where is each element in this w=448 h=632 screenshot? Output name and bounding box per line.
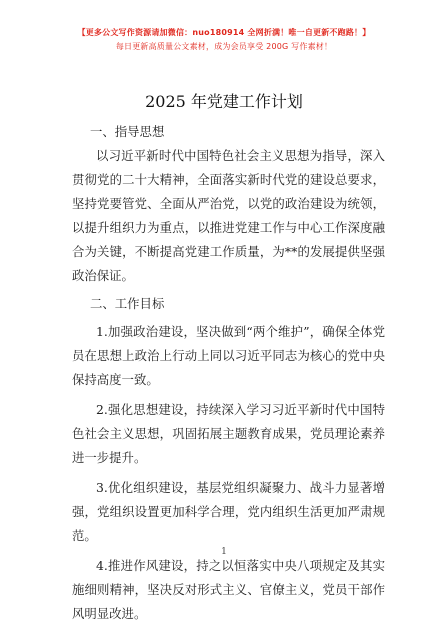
goal-paragraph-3: 3.优化组织建设，基层党组织凝聚力、战斗力显著增强，党组织设置更加科学合理，党内组织生活更加严肃规范。 [72, 480, 385, 543]
goal-paragraph-1: 1.加强政治建设，坚决做到“两个维护”，确保全体党员在思想上政治上行动上同以习近平同志为核心的党中央保持高度一致。 [72, 324, 385, 387]
guiding-ideology-paragraph: 以习近平新时代中国特色社会主义思想为指导，深入贯彻党的二十大精神，全面落实新时代党的建设总要求，坚持党要管党、全面从严治党，以党的政治建设为统领，以提升组织力为重点，以推进党建工作与中心工作深度融合为关键，不断提高党建工作质量，为**的发展提供坚强政治保证。 [72, 148, 385, 283]
goal-paragraph-4: 4.推进作风建设，持之以恒落实中央八项规定及其实施细则精神，坚决反对形式主义、官僚主义，党员干部作风明显改进。 [72, 558, 385, 621]
document-title: 2025 年党建工作计划 [145, 92, 303, 111]
section-heading-work-goals: 二、工作目标 [90, 296, 165, 311]
promo-banner-line-2: 每日更新高质量公文素材，成为会员享受 200G 写作素材！ [115, 42, 333, 51]
page-number: 1 [221, 547, 227, 557]
goal-paragraph-2: 2.强化思想建设，持续深入学习习近平新时代中国特色社会主义思想，巩固拓展主题教育成果，党员理论素养进一步提升。 [72, 402, 385, 465]
section-heading-guiding-ideology: 一、指导思想 [90, 124, 165, 139]
promo-banner-line-1: 【更多公文写作资源请加微信：nuo180914 全网折满！唯一自更新不跑路！】 [77, 28, 371, 37]
